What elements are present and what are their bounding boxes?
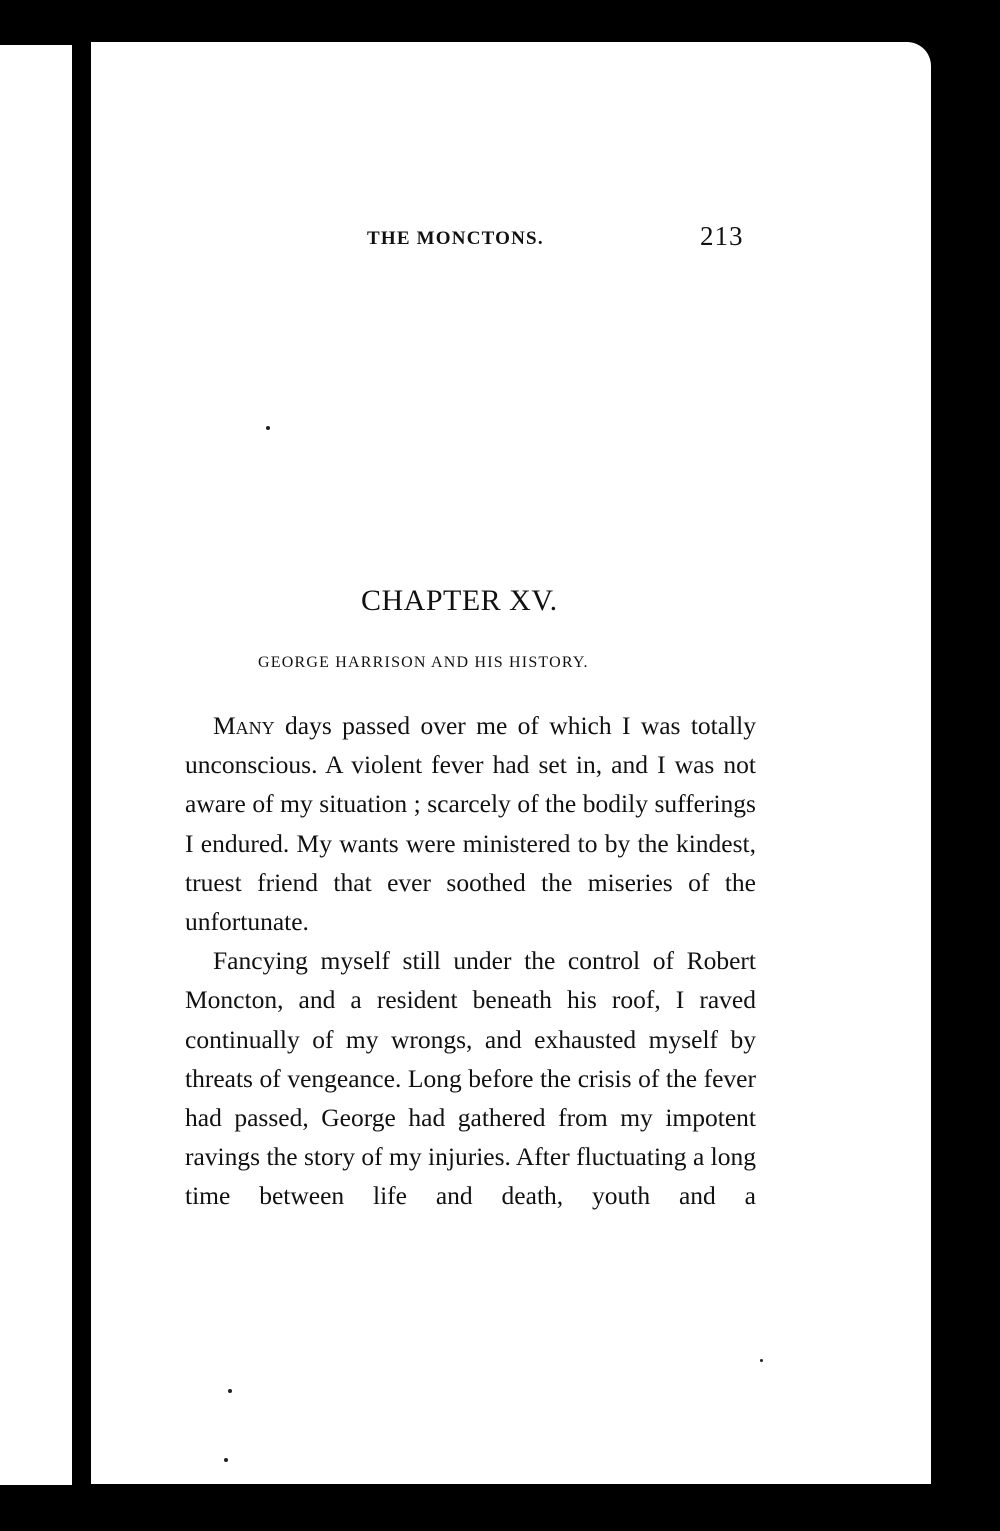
running-head: THE MONCTONS. <box>367 228 544 249</box>
paragraph-1-lead: Many <box>213 711 275 740</box>
scan-speck <box>266 426 270 430</box>
paragraph-2: Fancying myself still under the control of Robert Moncton, and a resident beneath his roof, I raved continually of my wrongs, and exhausted myself by threats of vengeance. Long before the crisis of the fever had passed, George had gathered from my impotent ravings the story of my injuries. After fluctuating a long time between life and death, youth and a <box>185 946 756 1211</box>
chapter-subtitle: GEORGE HARRISON AND HIS HISTORY. <box>258 654 589 671</box>
body-text <box>185 706 756 1216</box>
page-number: 213 <box>700 221 744 251</box>
paragraph-1 <box>185 706 756 941</box>
scan-speck <box>224 1458 228 1462</box>
paragraph-1-text: days passed over me of which I was totally unconscious. A violent fever had set in, and I was not aware of my situation ; scarcely of the bodily sufferings I endured. My wants were ministered to by the kindest, truest friend that ever soothed the miseries of the unfortunate. <box>185 711 756 937</box>
facing-page-edge <box>0 45 72 1485</box>
scan-speck <box>760 1359 763 1362</box>
scan-speck <box>228 1389 232 1393</box>
chapter-title: CHAPTER XV. <box>361 584 558 617</box>
